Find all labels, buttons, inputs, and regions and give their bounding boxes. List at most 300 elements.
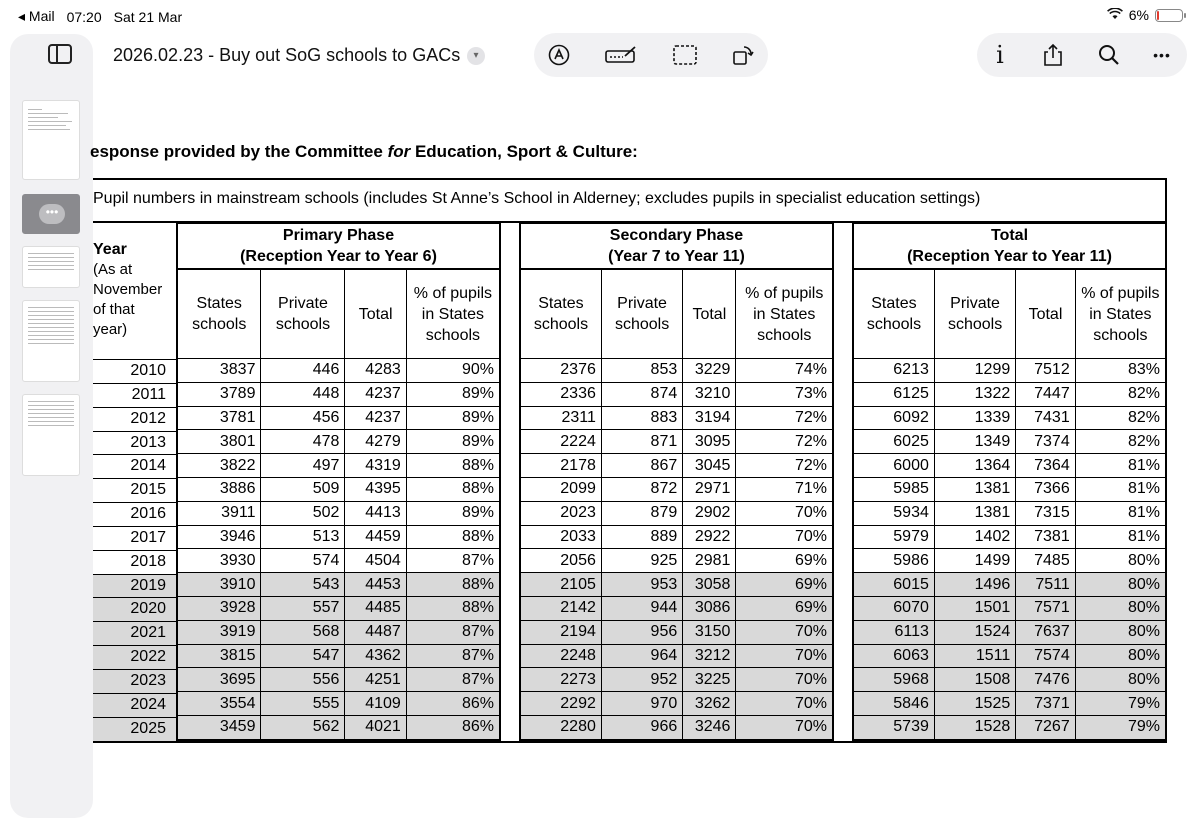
table-cell: 7315	[1016, 501, 1075, 525]
table-cell: 80%	[1075, 573, 1166, 597]
table-cell: 70%	[736, 620, 833, 644]
table-cell: 1339	[934, 406, 1015, 430]
table-cell: 6213	[853, 359, 934, 383]
table-row	[177, 668, 500, 692]
table-cell: 6070	[853, 596, 934, 620]
table-cell: 7364	[1016, 454, 1075, 478]
table-cell: 5986	[853, 549, 934, 573]
table-cell: 446	[261, 359, 345, 383]
year-cell: 2010	[93, 359, 176, 383]
table-cell: 80%	[1075, 668, 1166, 692]
table-cell: 7574	[1016, 644, 1075, 668]
table-cell: 7267	[1016, 715, 1075, 739]
table-cell: 2273	[520, 668, 601, 692]
table-cell: 3695	[177, 668, 261, 692]
table-row	[853, 692, 1166, 716]
table-cell: 2056	[520, 549, 601, 573]
table-cell: 883	[601, 406, 682, 430]
table-cell: 70%	[736, 501, 833, 525]
table-row	[177, 477, 500, 501]
year-column-header: Year (As at November of that year)	[93, 241, 163, 338]
share-icon[interactable]	[1040, 43, 1066, 67]
table-row	[177, 549, 500, 573]
table-row	[177, 406, 500, 430]
year-cell: 2016	[93, 502, 176, 526]
table-cell: 3919	[177, 620, 261, 644]
table-cell: 3822	[177, 454, 261, 478]
table-cell: 79%	[1075, 715, 1166, 739]
table-cell: 4319	[345, 454, 406, 478]
secondary-phase-title: Secondary Phase (Year 7 to Year 11)	[520, 223, 833, 269]
table-cell: 3095	[683, 430, 736, 454]
table-row	[520, 620, 833, 644]
table-cell: 1496	[934, 573, 1015, 597]
page-thumbnail-3[interactable]	[22, 246, 80, 288]
table-cell: 80%	[1075, 620, 1166, 644]
table-cell: 2033	[520, 525, 601, 549]
table-row	[853, 668, 1166, 692]
title-menu-chevron-icon[interactable]: ▾	[467, 47, 485, 65]
year-cell: 2017	[93, 526, 176, 550]
table-cell: 7366	[1016, 477, 1075, 501]
table-cell: 1299	[934, 359, 1015, 383]
table-row	[853, 430, 1166, 454]
table-row	[177, 715, 500, 739]
year-cell: 2024	[93, 693, 176, 717]
back-app-label: Mail	[28, 8, 55, 24]
table-row	[177, 525, 500, 549]
table-cell: 4453	[345, 573, 406, 597]
table-row	[520, 692, 833, 716]
table-cell: 89%	[406, 430, 500, 454]
table-row	[177, 382, 500, 406]
column-header: Private schools	[601, 269, 682, 359]
table-cell: 478	[261, 430, 345, 454]
table-cell: 4109	[345, 692, 406, 716]
table-cell: 2981	[683, 549, 736, 573]
table-row	[853, 549, 1166, 573]
table-cell: 1322	[934, 382, 1015, 406]
table-cell: 5979	[853, 525, 934, 549]
table-cell: 6113	[853, 620, 934, 644]
table-cell: 970	[601, 692, 682, 716]
table-cell: 81%	[1075, 477, 1166, 501]
table-cell: 562	[261, 715, 345, 739]
table-row	[853, 477, 1166, 501]
response-heading: esponse provided by the Committee for Education, Sport & Culture:	[90, 142, 638, 161]
primary-phase-title: Primary Phase (Reception Year to Year 6)	[177, 223, 500, 269]
table-cell: 867	[601, 454, 682, 478]
table-cell: 1381	[934, 501, 1015, 525]
table-cell: 1349	[934, 430, 1015, 454]
table-cell: 874	[601, 382, 682, 406]
table-cell: 6025	[853, 430, 934, 454]
table-cell: 87%	[406, 668, 500, 692]
table-cell: 7431	[1016, 406, 1075, 430]
table-row	[520, 668, 833, 692]
year-cell: 2021	[93, 621, 176, 645]
table-cell: 82%	[1075, 382, 1166, 406]
table-cell: 2224	[520, 430, 601, 454]
table-cell: 1511	[934, 644, 1015, 668]
total-phase-table	[852, 222, 1167, 741]
table-cell: 6015	[853, 573, 934, 597]
rotate-page-icon[interactable]	[730, 43, 756, 67]
table-cell: 1525	[934, 692, 1015, 716]
table-cell: 80%	[1075, 644, 1166, 668]
table-cell: 4487	[345, 620, 406, 644]
table-row	[520, 382, 833, 406]
column-header: States schools	[520, 269, 601, 359]
table-row	[853, 359, 1166, 383]
table-cell: 72%	[736, 406, 833, 430]
table-cell: 81%	[1075, 525, 1166, 549]
table-row	[520, 596, 833, 620]
table-row	[853, 620, 1166, 644]
table-cell: 3225	[683, 668, 736, 692]
table-cell: 3789	[177, 382, 261, 406]
year-cell: 2012	[93, 407, 176, 431]
table-cell: 3837	[177, 359, 261, 383]
table-cell: 3928	[177, 596, 261, 620]
table-cell: 7485	[1016, 549, 1075, 573]
search-icon[interactable]	[1096, 43, 1122, 67]
table-cell: 70%	[736, 525, 833, 549]
table-cell: 87%	[406, 620, 500, 644]
year-cell: 2015	[93, 478, 176, 502]
page-thumbnail-5[interactable]	[22, 394, 80, 476]
table-cell: 4362	[345, 644, 406, 668]
table-cell: 3459	[177, 715, 261, 739]
year-cell: 2013	[93, 431, 176, 455]
table-row	[177, 644, 500, 668]
table-row	[853, 501, 1166, 525]
table-cell: 72%	[736, 430, 833, 454]
table-cell: 448	[261, 382, 345, 406]
table-cell: 3781	[177, 406, 261, 430]
table-cell: 3210	[683, 382, 736, 406]
table-cell: 2099	[520, 477, 601, 501]
table-cell: 925	[601, 549, 682, 573]
info-icon[interactable]: i	[996, 41, 1004, 69]
table-cell: 4413	[345, 501, 406, 525]
table-cell: 3058	[683, 573, 736, 597]
table-row	[177, 596, 500, 620]
table-cell: 88%	[406, 596, 500, 620]
table-cell: 3554	[177, 692, 261, 716]
form-fill-icon[interactable]	[604, 43, 638, 67]
year-column	[93, 359, 176, 741]
column-header: Total	[345, 269, 406, 359]
table-cell: 69%	[736, 549, 833, 573]
table-cell: 1528	[934, 715, 1015, 739]
table-cell: 3212	[683, 644, 736, 668]
table-cell: 556	[261, 668, 345, 692]
table-cell: 872	[601, 477, 682, 501]
page-thumbnail-2-selected[interactable]	[22, 194, 80, 234]
table-cell: 555	[261, 692, 345, 716]
table-cell: 3886	[177, 477, 261, 501]
table-cell: 4021	[345, 715, 406, 739]
table-cell: 3911	[177, 501, 261, 525]
status-date: Sat 21 Mar	[113, 8, 183, 25]
year-cell: 2023	[93, 669, 176, 693]
table-cell: 3045	[683, 454, 736, 478]
table-cell: 81%	[1075, 454, 1166, 478]
table-cell: 557	[261, 596, 345, 620]
table-cell: 6000	[853, 454, 934, 478]
table-cell: 964	[601, 644, 682, 668]
table-row	[177, 359, 500, 383]
table-cell: 2376	[520, 359, 601, 383]
table-cell: 879	[601, 501, 682, 525]
table-cell: 502	[261, 501, 345, 525]
table-row	[520, 477, 833, 501]
table-cell: 3930	[177, 549, 261, 573]
table-cell: 3150	[683, 620, 736, 644]
table-cell: 7371	[1016, 692, 1075, 716]
table-cell: 72%	[736, 454, 833, 478]
table-cell: 81%	[1075, 501, 1166, 525]
table-cell: 2280	[520, 715, 601, 739]
wifi-icon	[1107, 7, 1123, 23]
table-cell: 88%	[406, 525, 500, 549]
table-row	[853, 573, 1166, 597]
status-time: 07:20	[66, 8, 102, 25]
year-cell: 2020	[93, 597, 176, 621]
markup-pen-icon[interactable]	[546, 43, 572, 67]
more-options-icon[interactable]: •••	[1153, 47, 1171, 63]
table-row	[853, 454, 1166, 478]
table-row	[520, 573, 833, 597]
year-cell: 2011	[93, 383, 176, 407]
table-row	[520, 406, 833, 430]
column-header: % of pupils in States schools	[1075, 269, 1166, 359]
table-cell: 73%	[736, 382, 833, 406]
table-cell: 574	[261, 549, 345, 573]
year-cell: 2025	[93, 717, 176, 741]
table-cell: 3229	[683, 359, 736, 383]
table-cell: 4237	[345, 382, 406, 406]
table-cell: 70%	[736, 715, 833, 739]
table-row	[520, 501, 833, 525]
table-row	[853, 382, 1166, 406]
table-row	[520, 715, 833, 739]
primary-phase-table	[176, 222, 501, 741]
table-cell: 2194	[520, 620, 601, 644]
table-cell: 509	[261, 477, 345, 501]
page-thumbnail-1[interactable]	[22, 100, 80, 180]
page-thumbnail-4[interactable]	[22, 300, 80, 382]
table-cell: 6125	[853, 382, 934, 406]
table-cell: 2178	[520, 454, 601, 478]
table-cell: 87%	[406, 549, 500, 573]
table-cell: 2142	[520, 596, 601, 620]
table-cell: 89%	[406, 382, 500, 406]
table-cell: 2105	[520, 573, 601, 597]
table-cell: 88%	[406, 573, 500, 597]
status-bar	[0, 0, 1199, 32]
table-cell: 4504	[345, 549, 406, 573]
table-cell: 74%	[736, 359, 833, 383]
document-title[interactable]: 2026.02.23 - Buy out SoG schools to GACs	[113, 45, 461, 65]
table-cell: 7447	[1016, 382, 1075, 406]
table-cell: 2292	[520, 692, 601, 716]
table-cell: 5846	[853, 692, 934, 716]
table-cell: 7512	[1016, 359, 1075, 383]
table-row	[177, 692, 500, 716]
table-cell: 3194	[683, 406, 736, 430]
table-cell: 2971	[683, 477, 736, 501]
column-header: Total	[1016, 269, 1075, 359]
table-cell: 889	[601, 525, 682, 549]
table-cell: 7571	[1016, 596, 1075, 620]
table-cell: 4279	[345, 430, 406, 454]
table-cell: 5934	[853, 501, 934, 525]
table-cell: 69%	[736, 596, 833, 620]
table-cell: 4237	[345, 406, 406, 430]
table-cell: 543	[261, 573, 345, 597]
table-cell: 1364	[934, 454, 1015, 478]
table-cell: 3262	[683, 692, 736, 716]
table-row	[177, 620, 500, 644]
sidebar-toggle-icon[interactable]	[48, 44, 72, 64]
battery-percent: 6%	[1128, 7, 1149, 23]
table-cell: 79%	[1075, 692, 1166, 716]
column-header: % of pupils in States schools	[736, 269, 833, 359]
table-cell: 568	[261, 620, 345, 644]
table-cell: 71%	[736, 477, 833, 501]
table-cell: 88%	[406, 454, 500, 478]
table-cell: 89%	[406, 501, 500, 525]
table-cell: 4485	[345, 596, 406, 620]
table-cell: 83%	[1075, 359, 1166, 383]
table-cell: 547	[261, 644, 345, 668]
year-cell: 2014	[93, 454, 176, 478]
table-cell: 3815	[177, 644, 261, 668]
table-row	[177, 430, 500, 454]
table-cell: 4251	[345, 668, 406, 692]
table-cell: 944	[601, 596, 682, 620]
table-cell: 7637	[1016, 620, 1075, 644]
more-options-icon[interactable]: •••	[39, 204, 65, 224]
table-cell: 1524	[934, 620, 1015, 644]
table-row	[853, 644, 1166, 668]
column-header: Private schools	[934, 269, 1015, 359]
table-cell: 82%	[1075, 406, 1166, 430]
table-row	[520, 644, 833, 668]
table-cell: 4459	[345, 525, 406, 549]
table-row	[177, 454, 500, 478]
table-cell: 5985	[853, 477, 934, 501]
table-cell: 7381	[1016, 525, 1075, 549]
table-cell: 3246	[683, 715, 736, 739]
table-row	[520, 430, 833, 454]
back-to-mail-link[interactable]: ◂ Mail	[18, 8, 55, 24]
table-cell: 6063	[853, 644, 934, 668]
secondary-phase-table	[519, 222, 834, 741]
table-row	[853, 406, 1166, 430]
column-header: % of pupils in States schools	[406, 269, 500, 359]
table-cell: 1508	[934, 668, 1015, 692]
table-cell: 1381	[934, 477, 1015, 501]
column-header: States schools	[177, 269, 261, 359]
table-row	[853, 715, 1166, 739]
table-caption: Pupil numbers in mainstream schools (includes St Anne’s School in Alderney; excludes pupils in specialist education settings)	[93, 190, 981, 207]
table-row	[520, 454, 833, 478]
table-row	[520, 549, 833, 573]
table-cell: 966	[601, 715, 682, 739]
table-row	[177, 501, 500, 525]
table-cell: 1402	[934, 525, 1015, 549]
year-cell: 2019	[93, 574, 176, 598]
year-cell: 2018	[93, 550, 176, 574]
table-cell: 3946	[177, 525, 261, 549]
column-header: Total	[683, 269, 736, 359]
table-cell: 89%	[406, 406, 500, 430]
table-cell: 5968	[853, 668, 934, 692]
table-cell: 7476	[1016, 668, 1075, 692]
table-row	[177, 573, 500, 597]
table-cell: 952	[601, 668, 682, 692]
table-cell: 70%	[736, 692, 833, 716]
pupil-numbers-table	[93, 178, 1167, 743]
table-cell: 86%	[406, 692, 500, 716]
table-row	[853, 596, 1166, 620]
table-cell: 2023	[520, 501, 601, 525]
table-cell: 4395	[345, 477, 406, 501]
table-cell: 2311	[520, 406, 601, 430]
year-cell: 2022	[93, 645, 176, 669]
table-cell: 853	[601, 359, 682, 383]
table-cell: 956	[601, 620, 682, 644]
document-actions-toolbar	[977, 33, 1187, 77]
table-cell: 88%	[406, 477, 500, 501]
table-cell: 2336	[520, 382, 601, 406]
column-header: Private schools	[261, 269, 345, 359]
select-region-icon[interactable]	[672, 43, 698, 67]
table-cell: 82%	[1075, 430, 1166, 454]
table-cell: 1499	[934, 549, 1015, 573]
table-cell: 3086	[683, 596, 736, 620]
table-cell: 3910	[177, 573, 261, 597]
table-cell: 513	[261, 525, 345, 549]
table-row	[520, 359, 833, 383]
table-cell: 1501	[934, 596, 1015, 620]
table-cell: 953	[601, 573, 682, 597]
table-cell: 7511	[1016, 573, 1075, 597]
table-cell: 70%	[736, 644, 833, 668]
total-phase-title: Total (Reception Year to Year 11)	[853, 223, 1166, 269]
table-cell: 90%	[406, 359, 500, 383]
table-cell: 3801	[177, 430, 261, 454]
table-cell: 456	[261, 406, 345, 430]
table-cell: 2902	[683, 501, 736, 525]
battery-icon	[1155, 9, 1183, 22]
table-cell: 7374	[1016, 430, 1075, 454]
table-cell: 497	[261, 454, 345, 478]
table-cell: 4283	[345, 359, 406, 383]
table-cell: 6092	[853, 406, 934, 430]
table-cell: 2248	[520, 644, 601, 668]
table-cell: 871	[601, 430, 682, 454]
markup-toolbar	[534, 33, 768, 77]
table-row	[853, 525, 1166, 549]
table-cell: 86%	[406, 715, 500, 739]
table-cell: 2922	[683, 525, 736, 549]
table-cell: 69%	[736, 573, 833, 597]
column-header: States schools	[853, 269, 934, 359]
